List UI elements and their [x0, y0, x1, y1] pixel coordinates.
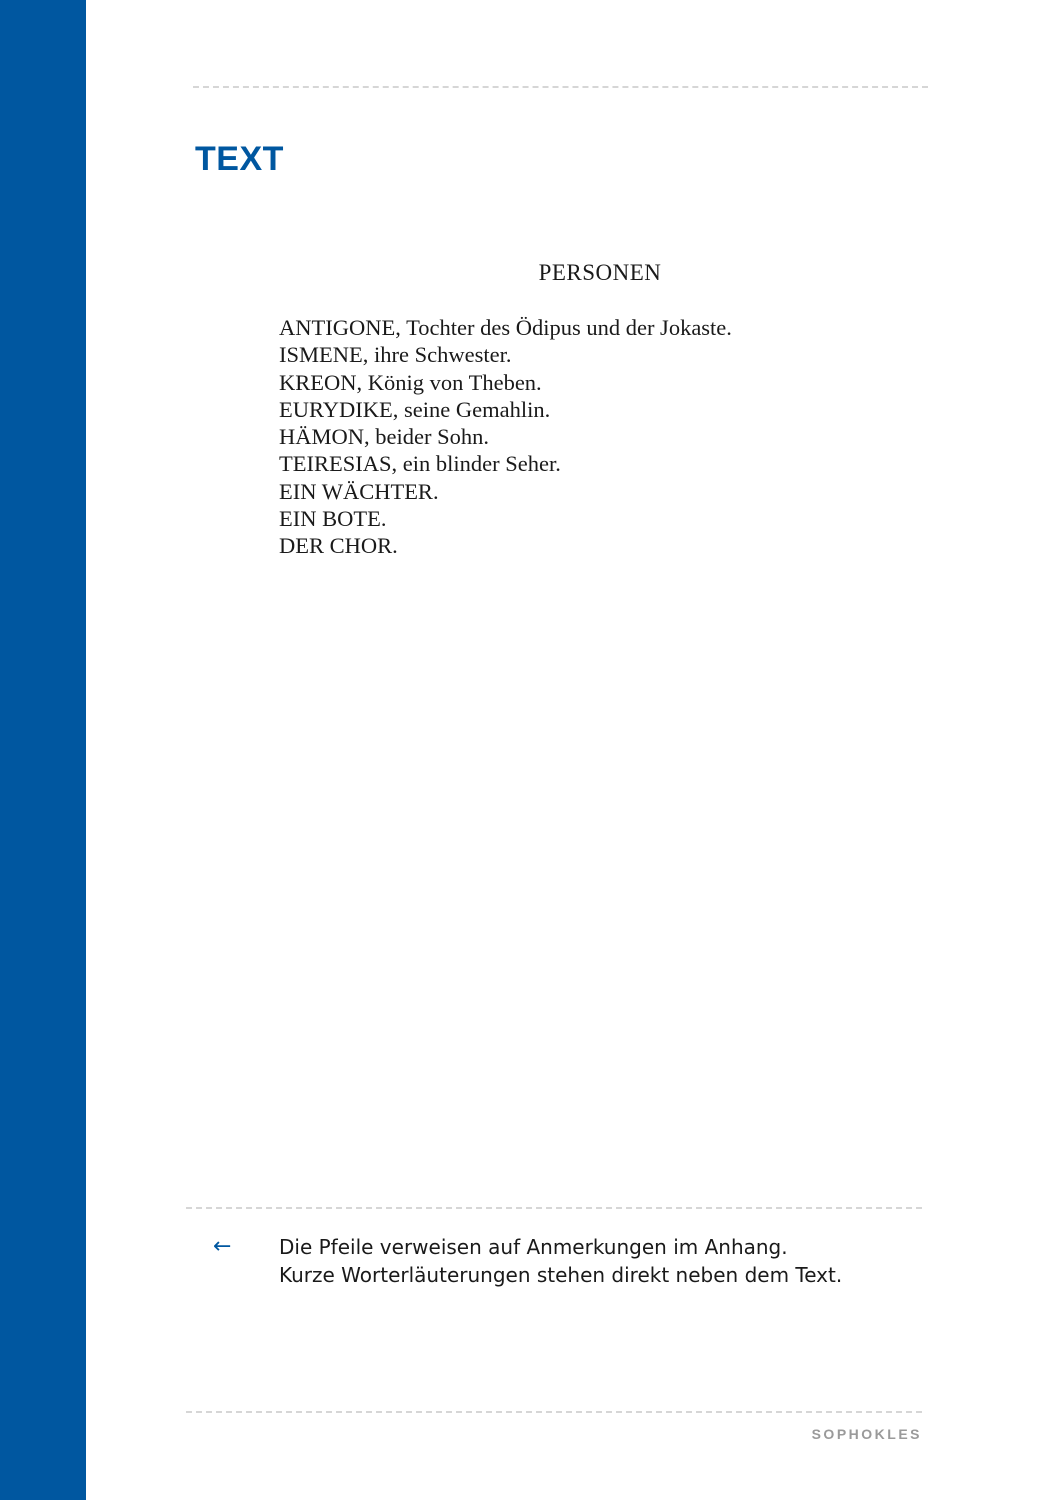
personen-entry: TEIRESIAS, ein blinder Seher.	[279, 451, 561, 477]
personen-entry: EIN WÄCHTER.	[279, 478, 439, 504]
personen-entry: ANTIGONE, Tochter des Ödipus und der Jokaste.	[279, 315, 732, 340]
footer-dashed-divider	[186, 1411, 922, 1413]
personen-entry: ISMENE, ihre Schwester.	[279, 342, 512, 368]
personen-list	[279, 314, 732, 560]
note-line: Die Pfeile verweisen auf Anmerkungen im Anhang.	[279, 1235, 788, 1259]
personen-entry: EIN BOTE.	[279, 506, 387, 532]
note-dashed-divider	[186, 1207, 922, 1209]
personen-entry: EURYDIKE, seine Gemahlin.	[279, 396, 551, 422]
personen-entry: KREON, König von Theben.	[279, 369, 542, 395]
top-dashed-divider	[193, 86, 928, 88]
side-color-band	[0, 0, 86, 1500]
note-text	[279, 1233, 842, 1289]
personen-entry: DER CHOR.	[279, 533, 398, 559]
note-line: Kurze Worterläuterungen stehen direkt neben dem Text.	[279, 1263, 843, 1287]
footer-author: SOPHOKLES	[811, 1426, 922, 1442]
section-title: TEXT	[195, 140, 284, 178]
personen-entry: HÄMON, beider Sohn.	[279, 424, 489, 450]
personen-heading: PERSONEN	[538, 260, 662, 285]
left-arrow-icon: ←	[213, 1234, 232, 1259]
